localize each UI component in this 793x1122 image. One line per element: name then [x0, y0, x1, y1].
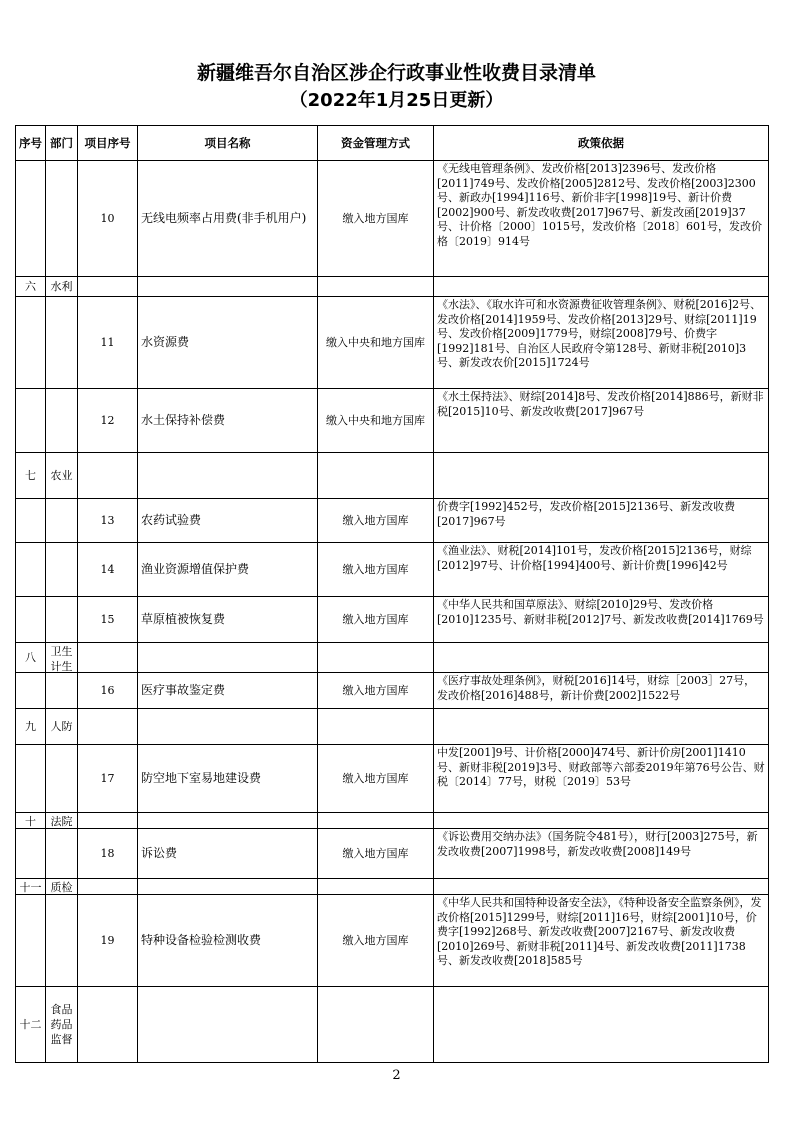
section-row: [16, 277, 769, 297]
table-row: [16, 161, 769, 277]
cell-policy-basis-text: 《诉讼费用交纳办法》（国务院令481号），财行[2003]275号，新发改收费[2007]1998号，新发改收费[2008]149号: [437, 830, 758, 858]
cell-seq-text: 七: [25, 469, 36, 482]
cell-policy-basis-text: 《渔业法》、财税[2014]101号，发改价格[2015]2136号，财综[2012]97号、计价格[1994]400号、新计价费[1996]42号: [437, 544, 752, 572]
cell-item-name: [138, 829, 318, 879]
header-item-name: 项目名称: [138, 126, 318, 161]
cell-dept: [46, 597, 78, 643]
header-policy-basis: 政策依据: [434, 126, 769, 161]
section-row: [16, 813, 769, 829]
cell-fund-management: [318, 453, 434, 499]
cell-seq: [16, 673, 46, 709]
cell-fund-management: [318, 709, 434, 745]
cell-item-seq-text: 14: [100, 563, 115, 576]
cell-item-name: [138, 453, 318, 499]
cell-fund-management: [318, 673, 434, 709]
table-row: [16, 297, 769, 389]
cell-dept: [46, 829, 78, 879]
cell-policy-basis: [434, 895, 769, 987]
cell-item-name: [138, 895, 318, 987]
cell-item-seq: [78, 673, 138, 709]
cell-item-name-text: 农药试验费: [141, 513, 202, 527]
cell-policy-basis-text: 《水法》、《取水许可和水资源费征收管理条例》、财税[2016]2号、发改价格[2014]1959号、发改价格[2013]29号、财综[2011]19号、发改价格[2009]1779号，财综[2008]79号、价费字[1992]181号、自治区人民政府令第128号、新财非税[2010]3号、新发改农价[2015]1724号: [437, 298, 762, 369]
cell-item-name: [138, 543, 318, 597]
cell-item-seq: [78, 499, 138, 543]
cell-fund-management-text: 缴入地方国库: [342, 847, 409, 860]
cell-item-name: [138, 673, 318, 709]
cell-fund-management: [318, 297, 434, 389]
cell-policy-basis-text: 《无线电管理条例》、发改价格[2013]2396号、发改价格[2011]749号、发改价格[2005]2812号、发改价格[2003]2300号、新政办[1994]116号、新价非字[1998]19号、新计价费[2002]900号、新发改收费[2017]967号、新发改函[2019]37号、计价格〔2000〕1015号，发改价格〔2018〕601号，发改价格〔2019〕914号: [437, 162, 762, 248]
table-row: [16, 895, 769, 987]
cell-item-name: [138, 499, 318, 543]
cell-seq: [16, 453, 46, 499]
cell-seq-text: 十: [25, 814, 36, 828]
cell-dept: [46, 879, 78, 895]
cell-fund-management-text: 缴入地方国库: [342, 613, 409, 626]
cell-item-name: [138, 745, 318, 813]
table-row: [16, 745, 769, 813]
cell-item-seq-text: 11: [100, 336, 115, 349]
cell-fund-management: [318, 161, 434, 277]
cell-item-name-text: 诉讼费: [141, 846, 178, 860]
cell-dept-text: 人防: [50, 720, 73, 733]
cell-policy-basis: [434, 709, 769, 745]
cell-policy-basis: [434, 829, 769, 879]
cell-item-seq-text: 15: [100, 613, 115, 626]
cell-policy-basis: [434, 813, 769, 829]
page-subtitle: （2022年1月25日更新）: [289, 90, 504, 111]
cell-seq-text: 六: [25, 280, 36, 293]
cell-item-name: [138, 297, 318, 389]
section-row: [16, 987, 769, 1063]
cell-fund-management-text: 缴入地方国库: [342, 514, 409, 527]
cell-fund-management: [318, 987, 434, 1063]
cell-seq: [16, 895, 46, 987]
cell-fund-management-text: 缴入中央和地方国库: [326, 336, 425, 349]
cell-item-name-text: 水资源费: [141, 335, 190, 349]
cell-seq: [16, 745, 46, 813]
cell-policy-basis: [434, 673, 769, 709]
cell-fund-management-text: 缴入中央和地方国库: [326, 414, 425, 427]
section-row: [16, 709, 769, 745]
cell-dept: [46, 987, 78, 1063]
cell-seq: [16, 987, 46, 1063]
cell-item-name: [138, 597, 318, 643]
cell-fund-management-text: 缴入地方国库: [342, 684, 409, 697]
cell-item-name-text: 渔业资源增值保护费: [141, 562, 250, 576]
cell-item-name-text: 防空地下室易地建设费: [141, 771, 262, 785]
cell-item-name: [138, 277, 318, 297]
table-row: [16, 829, 769, 879]
cell-dept: [46, 277, 78, 297]
cell-policy-basis: [434, 161, 769, 277]
cell-fund-management-text: 缴入地方国库: [342, 772, 409, 785]
cell-item-seq: [78, 643, 138, 673]
cell-dept: [46, 673, 78, 709]
cell-policy-basis: [434, 745, 769, 813]
cell-fund-management: [318, 813, 434, 829]
cell-item-name-text: 医疗事故鉴定费: [141, 683, 226, 697]
cell-fund-management: [318, 499, 434, 543]
page-number: 2: [392, 1068, 401, 1083]
cell-policy-basis: [434, 643, 769, 673]
cell-seq-text: 九: [25, 720, 36, 733]
table-row: [16, 499, 769, 543]
cell-seq: [16, 297, 46, 389]
cell-seq: [16, 813, 46, 829]
cell-item-seq: [78, 745, 138, 813]
cell-item-seq: [78, 895, 138, 987]
cell-seq-text: 八: [25, 651, 36, 664]
cell-fund-management: [318, 643, 434, 673]
table-header-row: [16, 126, 769, 161]
cell-item-seq-text: 17: [100, 772, 115, 785]
cell-seq: [16, 389, 46, 453]
cell-item-name-text: 无线电频率占用费(非手机用户): [141, 211, 307, 225]
cell-item-seq-text: 13: [100, 514, 115, 527]
table-row: [16, 543, 769, 597]
cell-dept-text: 法院: [50, 814, 73, 828]
cell-item-seq: [78, 277, 138, 297]
table-row: [16, 673, 769, 709]
cell-fund-management: [318, 829, 434, 879]
cell-seq: [16, 709, 46, 745]
cell-policy-basis: [434, 597, 769, 643]
cell-seq: [16, 499, 46, 543]
cell-item-name: [138, 709, 318, 745]
cell-dept: [46, 161, 78, 277]
cell-fund-management: [318, 895, 434, 987]
section-row: [16, 643, 769, 673]
cell-fund-management-text: 缴入地方国库: [342, 212, 409, 225]
cell-policy-basis-text: 《医疗事故处理条例》，财税[2016]14号，财综［2003］27号，发改价格[2016]488号，新计价费[2002]1522号: [437, 674, 756, 702]
cell-seq: [16, 597, 46, 643]
cell-policy-basis: [434, 499, 769, 543]
cell-fund-management: [318, 745, 434, 813]
cell-policy-basis: [434, 543, 769, 597]
cell-dept-text: 水利: [50, 280, 73, 293]
cell-seq: [16, 829, 46, 879]
cell-dept: [46, 297, 78, 389]
cell-item-name-text: 特种设备检验检测收费: [141, 933, 262, 947]
section-row: [16, 453, 769, 499]
cell-seq-text: 十二: [19, 1018, 42, 1031]
cell-item-seq: [78, 879, 138, 895]
cell-item-name: [138, 879, 318, 895]
fee-table: [15, 125, 769, 1063]
cell-item-name-text: 水土保持补偿费: [141, 413, 226, 427]
cell-item-seq: [78, 297, 138, 389]
cell-item-name: [138, 987, 318, 1063]
cell-item-seq: [78, 987, 138, 1063]
cell-dept-text: 食品药品监督: [50, 1003, 73, 1046]
header-fund-management: 资金管理方式: [318, 126, 434, 161]
cell-item-seq-text: 18: [100, 847, 115, 860]
cell-policy-basis: [434, 987, 769, 1063]
cell-item-seq-text: 10: [100, 212, 115, 225]
cell-dept-text: 质检: [50, 880, 73, 894]
cell-policy-basis-text: 价费字[1992]452号，发改价格[2015]2136号、新发改收费[2017]967号: [437, 500, 736, 528]
cell-fund-management: [318, 879, 434, 895]
header-item-seq: 项目序号: [78, 126, 138, 161]
cell-fund-management: [318, 597, 434, 643]
page-title: 新疆维吾尔自治区涉企行政事业性收费目录清单: [196, 62, 596, 84]
cell-dept: [46, 543, 78, 597]
cell-item-seq-text: 12: [100, 414, 115, 427]
cell-policy-basis-text: 《中华人民共和国特种设备安全法》，《特种设备安全监察条例》，发改价格[2015]1299号，财综[2011]16号，财综[2001]10号，价费字[1992]268号、新发改收费[2007]2167号、新发改收费[2010]269号、新财非税[2011]4号、新发改收费[2011]1738号、新发改收费[2018]585号: [437, 896, 762, 967]
cell-item-seq: [78, 813, 138, 829]
cell-policy-basis-text: 《中华人民共和国草原法》、财综[2010]29号、发改价格[2010]1235号、新财非税[2012]7号、新发改收费[2014]1769号: [437, 598, 764, 626]
cell-dept: [46, 745, 78, 813]
cell-seq: [16, 879, 46, 895]
cell-item-seq: [78, 597, 138, 643]
section-row: [16, 879, 769, 895]
table-row: [16, 597, 769, 643]
cell-dept: [46, 389, 78, 453]
cell-dept: [46, 643, 78, 673]
cell-dept: [46, 813, 78, 829]
cell-seq-text: 十一: [19, 880, 42, 894]
cell-policy-basis: [434, 879, 769, 895]
cell-dept: [46, 895, 78, 987]
cell-dept: [46, 453, 78, 499]
cell-dept-text: 农业: [50, 469, 73, 482]
cell-seq: [16, 643, 46, 673]
cell-policy-basis: [434, 297, 769, 389]
cell-policy-basis: [434, 277, 769, 297]
cell-item-seq-text: 16: [100, 684, 115, 697]
header-seq: 序号: [16, 126, 46, 161]
cell-policy-basis-text: 《水土保持法》、财综[2014]8号、发改价格[2014]886号，新财非税[2015]10号、新发改收费[2017]967号: [437, 390, 764, 418]
table-row: [16, 389, 769, 453]
cell-dept: [46, 709, 78, 745]
cell-item-name: [138, 813, 318, 829]
cell-item-seq: [78, 453, 138, 499]
cell-item-seq: [78, 709, 138, 745]
cell-fund-management-text: 缴入地方国库: [342, 934, 409, 947]
cell-policy-basis: [434, 453, 769, 499]
cell-seq: [16, 161, 46, 277]
cell-item-name-text: 草原植被恢复费: [141, 612, 226, 626]
cell-dept: [46, 499, 78, 543]
cell-item-name: [138, 643, 318, 673]
cell-item-seq: [78, 389, 138, 453]
cell-seq: [16, 543, 46, 597]
cell-item-seq: [78, 161, 138, 277]
cell-policy-basis: [434, 389, 769, 453]
cell-fund-management-text: 缴入地方国库: [342, 563, 409, 576]
cell-fund-management: [318, 543, 434, 597]
cell-fund-management: [318, 389, 434, 453]
cell-item-name: [138, 161, 318, 277]
cell-item-seq-text: 19: [100, 934, 115, 947]
header-dept: 部门: [46, 126, 78, 161]
cell-item-seq: [78, 543, 138, 597]
cell-item-name: [138, 389, 318, 453]
cell-seq: [16, 277, 46, 297]
cell-policy-basis-text: 中发[2001]9号、计价格[2000]474号、新计价房[2001]1410号、新财非税[2019]3号、财政部等六部委2019年第76号公告、财税〔2014〕77号，财税〔2019〕53号: [437, 746, 765, 788]
cell-dept-text: 卫生计生: [50, 644, 73, 672]
cell-fund-management: [318, 277, 434, 297]
cell-item-seq: [78, 829, 138, 879]
